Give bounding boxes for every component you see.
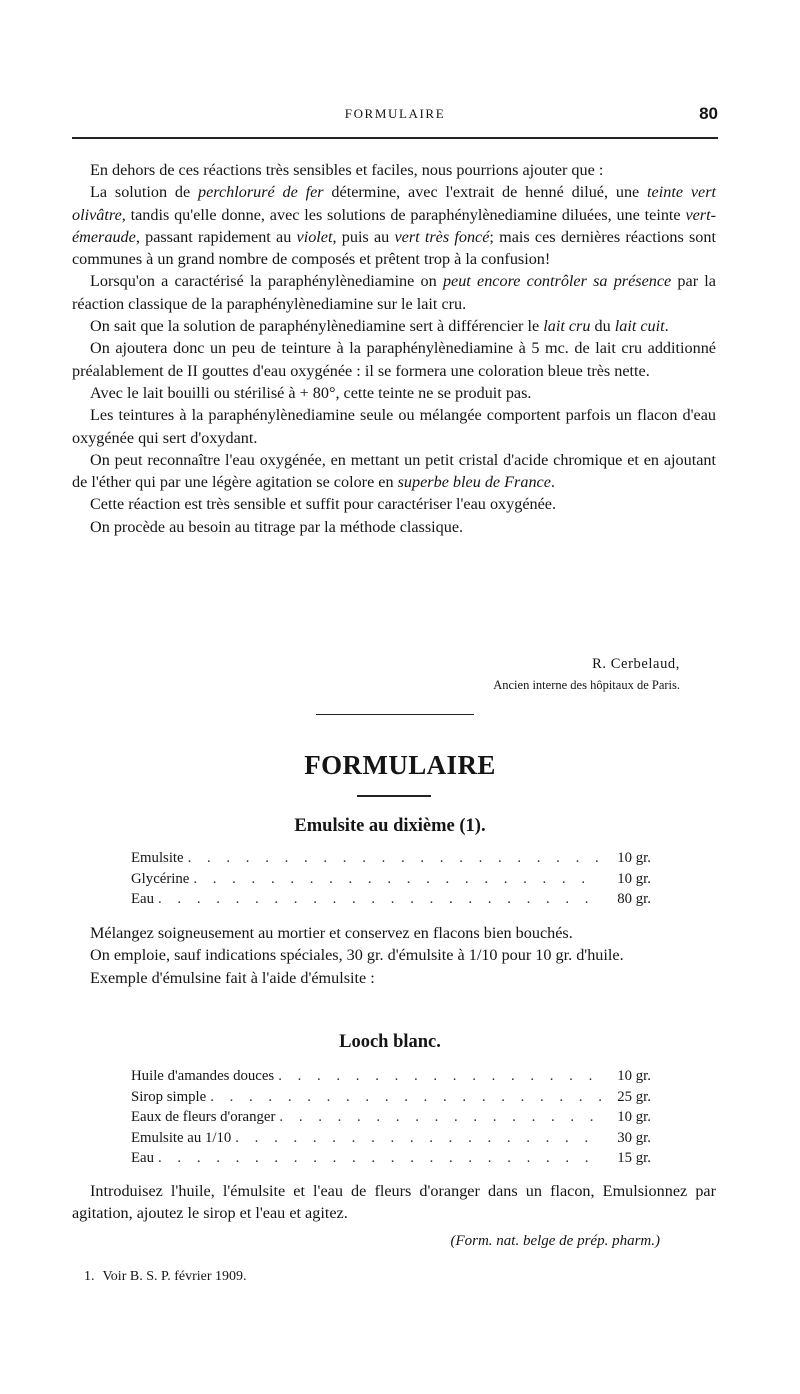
ingredient-row <box>131 1087 651 1108</box>
recipe-title: Emulsite au dixième (1). <box>294 816 486 836</box>
ingredient-name: Eau <box>131 891 155 908</box>
recipe-instructions <box>72 922 716 989</box>
paragraph <box>72 404 716 449</box>
paragraph <box>72 181 716 270</box>
recipe-instructions <box>72 1180 716 1225</box>
ingredient-row <box>131 1128 651 1149</box>
ingredient-row <box>131 1066 651 1087</box>
page-number: 80 <box>699 104 718 123</box>
text-run: par la réaction classique de la paraphénylènediamine sur le lait cru. <box>72 272 716 313</box>
italic-text: perchloruré de fer <box>197 183 324 202</box>
text-run: . <box>664 317 669 336</box>
leader-dots <box>210 1087 601 1108</box>
ingredient-row <box>131 848 651 869</box>
paragraph <box>72 449 716 494</box>
text-run: Les teintures à la paraphénylènediamine seule ou mélangée comportent parfois un flacon d'eau oxygénée qui sert d'oxydant. <box>72 406 716 447</box>
text-run: On ajoutera donc un peu de teinture à la paraphénylènediamine à 5 mc. de lait cru additionné préalablement de II gouttes d'eau oxygénée : il se formera une coloration bleue très nette. <box>72 339 716 380</box>
footnote <box>84 1269 247 1285</box>
ingredient-list <box>131 848 651 910</box>
footnote-text: Voir B. S. P. février 1909. <box>102 1269 247 1284</box>
signature-name: R. Cerbelaud, <box>592 656 680 672</box>
paragraph <box>72 159 716 181</box>
recipe-title: Looch blanc. <box>339 1032 441 1052</box>
text-run: La solution de <box>90 183 198 202</box>
paragraph: Mélangez soigneusement au mortier et conservez en flacons bien bouchés. <box>90 924 573 942</box>
text-run: On sait que la solution de paraphénylènediamine sert à différencier le <box>90 317 544 336</box>
section-divider <box>316 714 474 715</box>
text-run: , puis au <box>332 227 395 246</box>
title-underline <box>357 795 431 797</box>
paragraph <box>72 382 716 404</box>
section-title: FORMULAIRE <box>304 750 496 780</box>
paragraph: Exemple d'émulsine fait à l'aide d'émulsite : <box>90 968 375 987</box>
paragraph: Introduisez l'huile, l'émulsite et l'eau de fleurs d'oranger dans un flacon, Emulsionnez par agitation, ajoutez le sirop et l'eau et agitez. <box>72 1182 716 1223</box>
text-run: . <box>550 473 555 492</box>
text-run: Avec le lait bouilli ou stérilisé à + 80°, cette teinte ne se produit pas. <box>90 383 532 402</box>
running-title: FORMULAIRE <box>344 106 446 121</box>
text-run: Lorsqu'on a caractérisé la paraphénylènediamine on <box>90 272 443 291</box>
leader-dots <box>235 1128 601 1149</box>
ingredient-row <box>131 869 651 890</box>
ingredient-qty: 25 gr. <box>617 1088 651 1105</box>
paragraph <box>72 516 716 538</box>
text-run: On peut reconnaître l'eau oxygénée, en mettant un petit cristal d'acide chromique et en ajoutant de l'éther qui par une légère agitation se colore en <box>72 450 716 492</box>
ingredient-name: Eau <box>131 1150 155 1167</box>
ingredient-name: Sirop simple <box>131 1088 207 1105</box>
leader-dots <box>158 1148 601 1169</box>
ingredient-row <box>131 889 651 910</box>
ingredient-qty: 10 gr. <box>617 870 651 887</box>
paragraph: On emploie, sauf indications spéciales, 30 gr. d'émulsite à 1/10 pour 10 gr. d'huile. <box>90 946 624 965</box>
italic-text: vert très foncé <box>394 227 490 246</box>
source-citation: (Form. nat. belge de prép. pharm.) <box>450 1233 660 1249</box>
text-run: du <box>590 317 615 336</box>
ingredient-name: Emulsite <box>131 850 184 866</box>
text-run: On procède au besoin au titrage par la méthode classique. <box>90 517 464 536</box>
ingredient-row <box>131 1107 651 1128</box>
italic-text: violet <box>296 227 333 246</box>
ingredient-name: Huile d'amandes douces <box>131 1068 275 1084</box>
italic-text: vert-émeraude <box>72 205 716 246</box>
text-run: , tandis qu'elle donne, avec les solutions de paraphénylènediamine diluées, une teinte <box>121 205 686 224</box>
text-run: détermine, avec l'extrait de henné dilué, une <box>323 183 648 202</box>
ingredient-qty: 80 gr. <box>617 891 651 908</box>
ingredient-row <box>131 1148 651 1169</box>
text-run: , passant rapidement au <box>135 227 297 246</box>
signature-title: Ancien interne des hôpitaux de Paris. <box>493 678 680 692</box>
italic-text: superbe bleu de France <box>397 473 551 492</box>
article-body <box>72 159 716 538</box>
text-run: En dehors de ces réactions très sensibles et faciles, nous pourrions ajouter que : <box>90 161 604 179</box>
italic-text: lait cuit <box>614 317 665 336</box>
leader-dots <box>193 869 601 890</box>
footnote-number: 1. <box>84 1269 95 1284</box>
paragraph <box>72 493 716 515</box>
ingredient-qty: 30 gr. <box>617 1129 651 1146</box>
page-header <box>72 104 718 128</box>
ingredient-qty: 10 gr. <box>617 850 651 866</box>
leader-dots <box>279 1107 601 1128</box>
paragraph <box>72 270 716 315</box>
paragraph <box>72 315 716 337</box>
ingredient-list <box>131 1066 651 1169</box>
header-rule <box>72 137 718 139</box>
italic-text: peut encore contrôler sa présence <box>442 272 672 291</box>
ingredient-qty: 10 gr. <box>617 1068 651 1084</box>
ingredient-name: Glycérine <box>131 870 190 887</box>
ingredient-qty: 10 gr. <box>617 1109 651 1126</box>
ingredient-qty: 15 gr. <box>617 1150 651 1167</box>
leader-dots <box>278 1066 601 1087</box>
text-run: ; mais ces dernières réactions sont communes à un grand nombre de composés et prêtent trop à la confusion! <box>72 227 716 269</box>
italic-text: teinte vert olivâtre <box>72 183 716 224</box>
ingredient-name: Emulsite au 1/10 <box>131 1129 232 1146</box>
ingredient-name: Eaux de fleurs d'oranger <box>131 1109 276 1126</box>
leader-dots <box>188 848 601 869</box>
paragraph <box>72 337 716 382</box>
italic-text: lait cru <box>543 317 591 336</box>
leader-dots <box>158 889 601 910</box>
text-run: Cette réaction est très sensible et suffit pour caractériser l'eau oxygénée. <box>90 495 557 514</box>
